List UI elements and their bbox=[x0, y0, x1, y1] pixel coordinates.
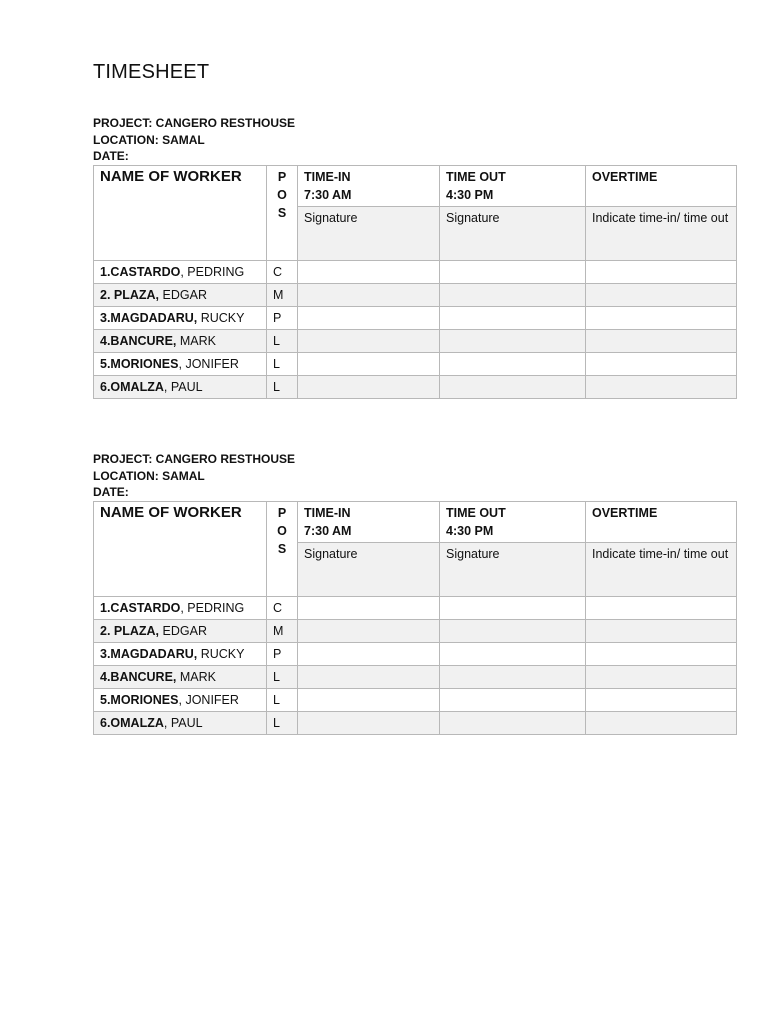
worker-row bbox=[94, 352, 737, 375]
worker-given-name: , PAUL bbox=[163, 715, 203, 730]
timesheet-section bbox=[93, 115, 736, 399]
time-in-cell[interactable] bbox=[298, 665, 440, 688]
worker-surname: 1.CASTARDO bbox=[100, 264, 181, 279]
worker-name-cell bbox=[94, 619, 267, 642]
header-row bbox=[94, 165, 737, 206]
worker-name-cell bbox=[94, 375, 267, 398]
timesheet-table bbox=[93, 501, 737, 735]
overtime-header: OVERTIME bbox=[586, 501, 737, 542]
worker-surname: 2. PLAZA, bbox=[100, 287, 160, 302]
worker-name-cell bbox=[94, 283, 267, 306]
worker-name-cell bbox=[94, 306, 267, 329]
signature-out-label: Signature bbox=[440, 206, 586, 260]
time-out-time: 4:30 PM bbox=[446, 523, 494, 538]
date-line: DATE: bbox=[93, 149, 129, 163]
time-in-cell[interactable] bbox=[298, 596, 440, 619]
overtime-cell[interactable] bbox=[586, 375, 737, 398]
time-in-cell[interactable] bbox=[298, 329, 440, 352]
worker-given-name: , JONIFER bbox=[178, 356, 239, 371]
worker-name-cell bbox=[94, 711, 267, 734]
worker-given-name: MARK bbox=[176, 669, 216, 684]
worker-row bbox=[94, 260, 737, 283]
worker-row bbox=[94, 688, 737, 711]
time-out-header bbox=[440, 165, 586, 206]
time-out-cell[interactable] bbox=[440, 596, 586, 619]
time-in-time: 7:30 AM bbox=[304, 187, 352, 202]
overtime-cell[interactable] bbox=[586, 596, 737, 619]
worker-name-cell bbox=[94, 596, 267, 619]
time-out-header bbox=[440, 501, 586, 542]
worker-row bbox=[94, 596, 737, 619]
time-in-label: TIME-IN bbox=[304, 169, 351, 184]
pos-letter: S bbox=[277, 205, 287, 220]
signature-out-label: Signature bbox=[440, 542, 586, 596]
overtime-note: Indicate time-in/ time out bbox=[586, 206, 737, 260]
name-of-worker-header: NAME OF WORKER bbox=[94, 165, 267, 260]
overtime-cell[interactable] bbox=[586, 642, 737, 665]
worker-given-name: RUCKY bbox=[197, 646, 245, 661]
worker-position: L bbox=[267, 711, 298, 734]
worker-name-cell bbox=[94, 352, 267, 375]
time-in-cell[interactable] bbox=[298, 352, 440, 375]
timesheet-section bbox=[93, 451, 736, 735]
pos-letter: O bbox=[277, 523, 287, 538]
worker-row bbox=[94, 711, 737, 734]
worker-position: M bbox=[267, 619, 298, 642]
time-out-label: TIME OUT bbox=[446, 505, 506, 520]
timesheet-table bbox=[93, 165, 737, 399]
worker-surname: 3.MAGDADARU, bbox=[100, 646, 198, 661]
time-in-header bbox=[298, 165, 440, 206]
overtime-header: OVERTIME bbox=[586, 165, 737, 206]
signature-in-label: Signature bbox=[298, 542, 440, 596]
time-out-cell[interactable] bbox=[440, 283, 586, 306]
worker-given-name: , JONIFER bbox=[178, 692, 239, 707]
project-line: PROJECT: CANGERO RESTHOUSE bbox=[93, 452, 296, 466]
time-in-cell[interactable] bbox=[298, 642, 440, 665]
project-line: PROJECT: CANGERO RESTHOUSE bbox=[93, 116, 296, 130]
overtime-cell[interactable] bbox=[586, 665, 737, 688]
pos-letter: O bbox=[277, 187, 287, 202]
worker-position: L bbox=[267, 375, 298, 398]
overtime-cell[interactable] bbox=[586, 283, 737, 306]
worker-surname: 4.BANCURE, bbox=[100, 333, 177, 348]
time-in-cell[interactable] bbox=[298, 283, 440, 306]
time-in-cell[interactable] bbox=[298, 375, 440, 398]
worker-surname: 6.OMALZA bbox=[100, 379, 164, 394]
pos-letter: S bbox=[277, 541, 287, 556]
pos-header bbox=[267, 501, 298, 596]
worker-position: M bbox=[267, 283, 298, 306]
worker-surname: 5.MORIONES bbox=[100, 356, 179, 371]
worker-name-cell bbox=[94, 260, 267, 283]
worker-surname: 4.BANCURE, bbox=[100, 669, 177, 684]
time-out-cell[interactable] bbox=[440, 260, 586, 283]
worker-given-name: EDGAR bbox=[159, 623, 207, 638]
worker-surname: 2. PLAZA, bbox=[100, 623, 160, 638]
header-row bbox=[94, 501, 737, 542]
time-out-cell[interactable] bbox=[440, 665, 586, 688]
worker-given-name: MARK bbox=[176, 333, 216, 348]
overtime-cell[interactable] bbox=[586, 306, 737, 329]
time-out-cell[interactable] bbox=[440, 375, 586, 398]
worker-name-cell bbox=[94, 642, 267, 665]
worker-given-name: EDGAR bbox=[159, 287, 207, 302]
pos-letter: P bbox=[277, 169, 287, 184]
worker-name-cell bbox=[94, 665, 267, 688]
worker-name-cell bbox=[94, 329, 267, 352]
time-out-cell[interactable] bbox=[440, 642, 586, 665]
worker-surname: 3.MAGDADARU, bbox=[100, 310, 198, 325]
overtime-cell[interactable] bbox=[586, 329, 737, 352]
time-in-cell[interactable] bbox=[298, 619, 440, 642]
worker-row bbox=[94, 329, 737, 352]
time-out-cell[interactable] bbox=[440, 619, 586, 642]
time-in-cell[interactable] bbox=[298, 688, 440, 711]
overtime-cell[interactable] bbox=[586, 711, 737, 734]
time-in-label: TIME-IN bbox=[304, 505, 351, 520]
signature-in-label: Signature bbox=[298, 206, 440, 260]
pos-header bbox=[267, 165, 298, 260]
worker-row bbox=[94, 375, 737, 398]
name-of-worker-header: NAME OF WORKER bbox=[94, 501, 267, 596]
time-in-cell[interactable] bbox=[298, 306, 440, 329]
worker-row bbox=[94, 619, 737, 642]
worker-position: L bbox=[267, 352, 298, 375]
worker-position: L bbox=[267, 665, 298, 688]
worker-given-name: RUCKY bbox=[197, 310, 245, 325]
time-in-time: 7:30 AM bbox=[304, 523, 352, 538]
worker-surname: 1.CASTARDO bbox=[100, 600, 181, 615]
worker-given-name: , PEDRING bbox=[180, 600, 245, 615]
worker-position: C bbox=[267, 260, 298, 283]
page-title: TIMESHEET bbox=[93, 61, 210, 83]
worker-row bbox=[94, 665, 737, 688]
time-out-label: TIME OUT bbox=[446, 169, 506, 184]
time-in-cell[interactable] bbox=[298, 260, 440, 283]
time-out-cell[interactable] bbox=[440, 306, 586, 329]
overtime-cell[interactable] bbox=[586, 260, 737, 283]
overtime-cell[interactable] bbox=[586, 352, 737, 375]
worker-row bbox=[94, 283, 737, 306]
worker-position: P bbox=[267, 642, 298, 665]
worker-given-name: , PEDRING bbox=[180, 264, 245, 279]
time-out-cell[interactable] bbox=[440, 329, 586, 352]
time-in-cell[interactable] bbox=[298, 711, 440, 734]
overtime-cell[interactable] bbox=[586, 619, 737, 642]
time-in-header bbox=[298, 501, 440, 542]
worker-position: L bbox=[267, 329, 298, 352]
date-line: DATE: bbox=[93, 485, 129, 499]
location-line: LOCATION: SAMAL bbox=[93, 468, 205, 483]
worker-row bbox=[94, 306, 737, 329]
time-out-cell[interactable] bbox=[440, 352, 586, 375]
overtime-cell[interactable] bbox=[586, 688, 737, 711]
worker-position: P bbox=[267, 306, 298, 329]
time-out-cell[interactable] bbox=[440, 688, 586, 711]
worker-position: L bbox=[267, 688, 298, 711]
worker-row bbox=[94, 642, 737, 665]
overtime-note: Indicate time-in/ time out bbox=[586, 542, 737, 596]
pos-letter: P bbox=[277, 505, 287, 520]
worker-name-cell bbox=[94, 688, 267, 711]
worker-position: C bbox=[267, 596, 298, 619]
location-line: LOCATION: SAMAL bbox=[93, 132, 205, 147]
worker-surname: 5.MORIONES bbox=[100, 692, 179, 707]
worker-given-name: , PAUL bbox=[163, 379, 203, 394]
time-out-cell[interactable] bbox=[440, 711, 586, 734]
time-out-time: 4:30 PM bbox=[446, 187, 494, 202]
worker-surname: 6.OMALZA bbox=[100, 715, 164, 730]
